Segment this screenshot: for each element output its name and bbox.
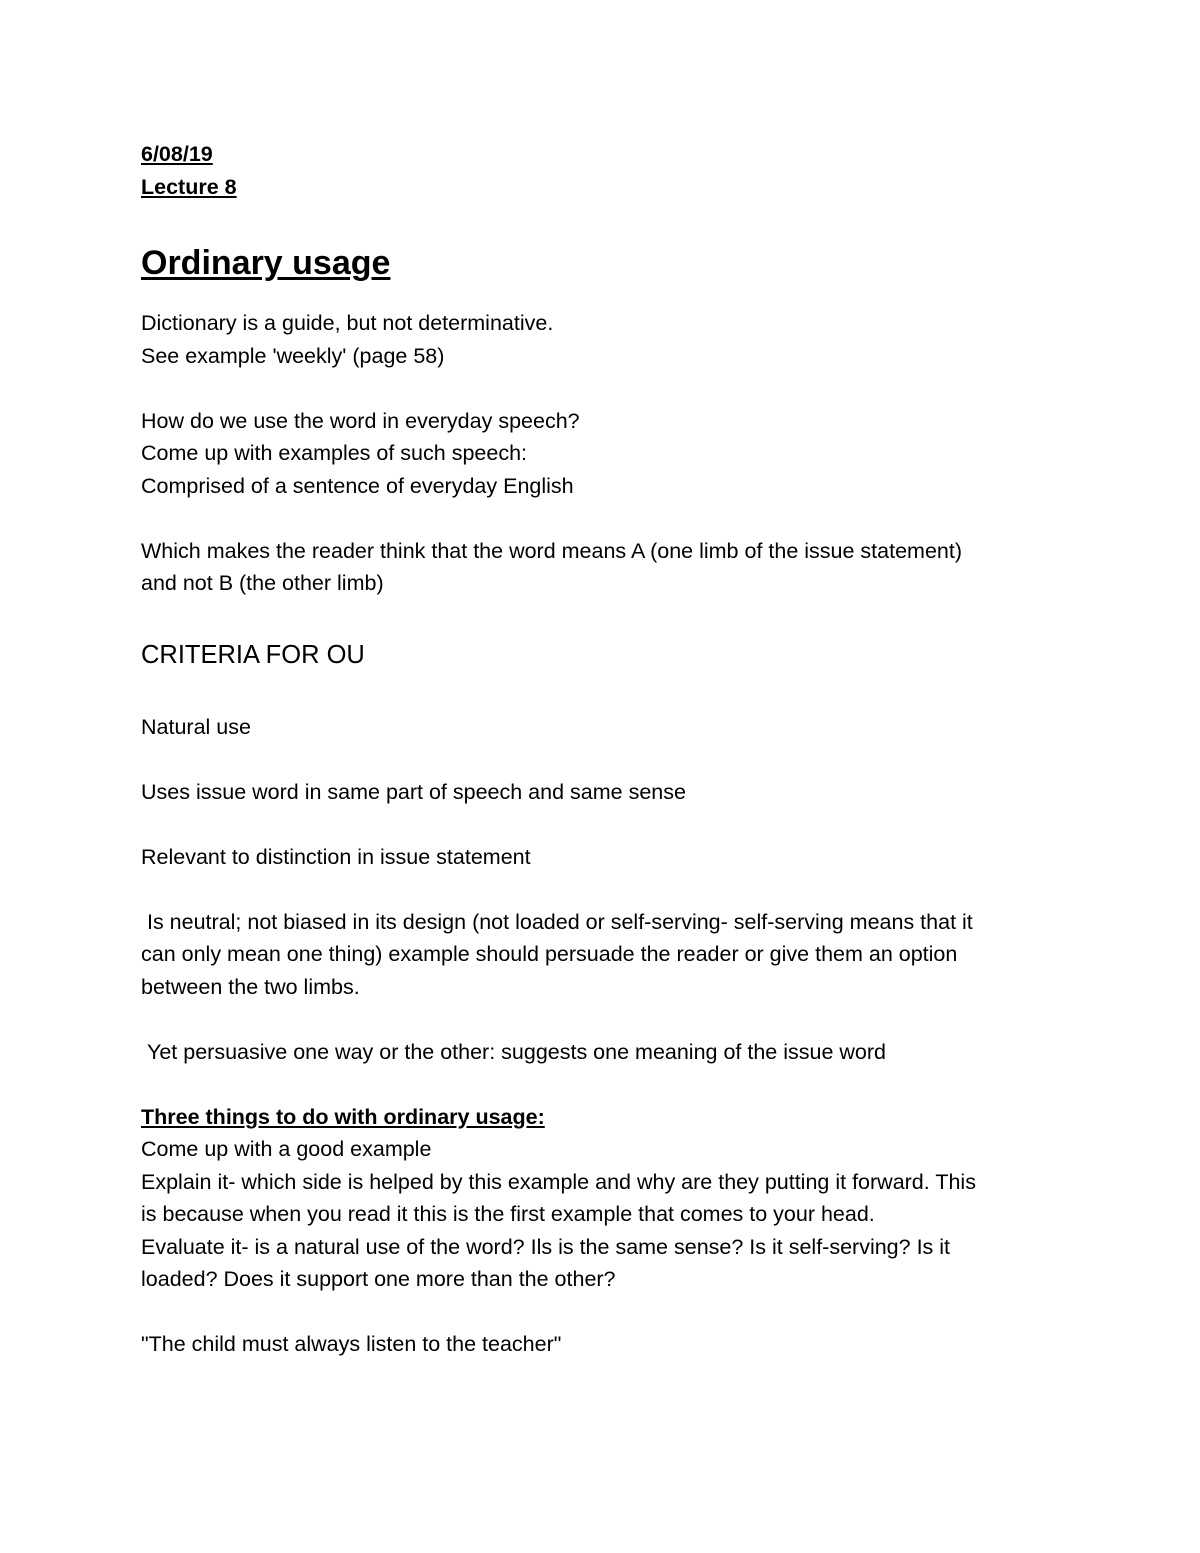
which-makes-line: and not B (the other limb) — [141, 571, 384, 595]
everyday-line: Comprised of a sentence of everyday English — [141, 473, 574, 498]
spacer — [141, 502, 1071, 535]
everyday-line: How do we use the word in everyday speech? — [141, 408, 580, 433]
document-page — [141, 138, 1071, 1361]
spacer — [141, 372, 1071, 405]
which-makes-line: Which makes the reader think that the word means A (one limb of the issue statement) — [141, 538, 962, 563]
three-things-line: Evaluate it- is a natural use of the word? Ils is the same sense? Is it self-serving? Is it — [141, 1234, 951, 1259]
criteria-same-part: Uses issue word in same part of speech and same sense — [141, 779, 686, 804]
spacer — [141, 203, 1071, 241]
spacer — [141, 1296, 1071, 1329]
three-things-line: Explain it- which side is helped by this example and why are they putting it forward. This — [141, 1169, 976, 1194]
spacer — [141, 672, 1071, 711]
three-things-line: Come up with a good example — [141, 1137, 432, 1161]
page-title: Ordinary usage — [141, 244, 391, 282]
criteria-heading: CRITERIA FOR OU — [141, 640, 365, 669]
spacer — [141, 873, 1071, 906]
everyday-line: Come up with examples of such speech: — [141, 441, 528, 465]
criteria-relevant: Relevant to distinction in issue statement — [141, 844, 531, 869]
criteria-neutral-line: Is neutral; not biased in its design (not loaded or self-serving- self-serving means that it — [141, 909, 973, 934]
spacer — [141, 743, 1071, 776]
criteria-neutral-line: can only mean one thing) example should persuade the reader or give them an option — [141, 942, 958, 966]
spacer — [141, 1068, 1071, 1101]
spacer — [141, 808, 1071, 841]
criteria-neutral-line: between the two limbs. — [141, 974, 360, 999]
three-things-title: Three things to do with ordinary usage: — [141, 1104, 545, 1129]
three-things-line: loaded? Does it support one more than the other? — [141, 1267, 616, 1291]
lecture-number: Lecture 8 — [141, 174, 237, 199]
three-things-line: is because when you read it this is the first example that comes to your head. — [141, 1202, 875, 1226]
spacer — [141, 600, 1071, 638]
spacer — [141, 285, 1071, 307]
intro-line: Dictionary is a guide, but not determinative. — [141, 311, 554, 335]
criteria-persuasive: Yet persuasive one way or the other: suggests one meaning of the issue word — [141, 1039, 887, 1064]
example-quote: "The child must always listen to the teacher" — [141, 1332, 562, 1356]
lecture-date: 6/08/19 — [141, 142, 213, 166]
intro-line: See example 'weekly' (page 58) — [141, 343, 445, 368]
criteria-natural-use: Natural use — [141, 714, 251, 739]
spacer — [141, 1003, 1071, 1036]
